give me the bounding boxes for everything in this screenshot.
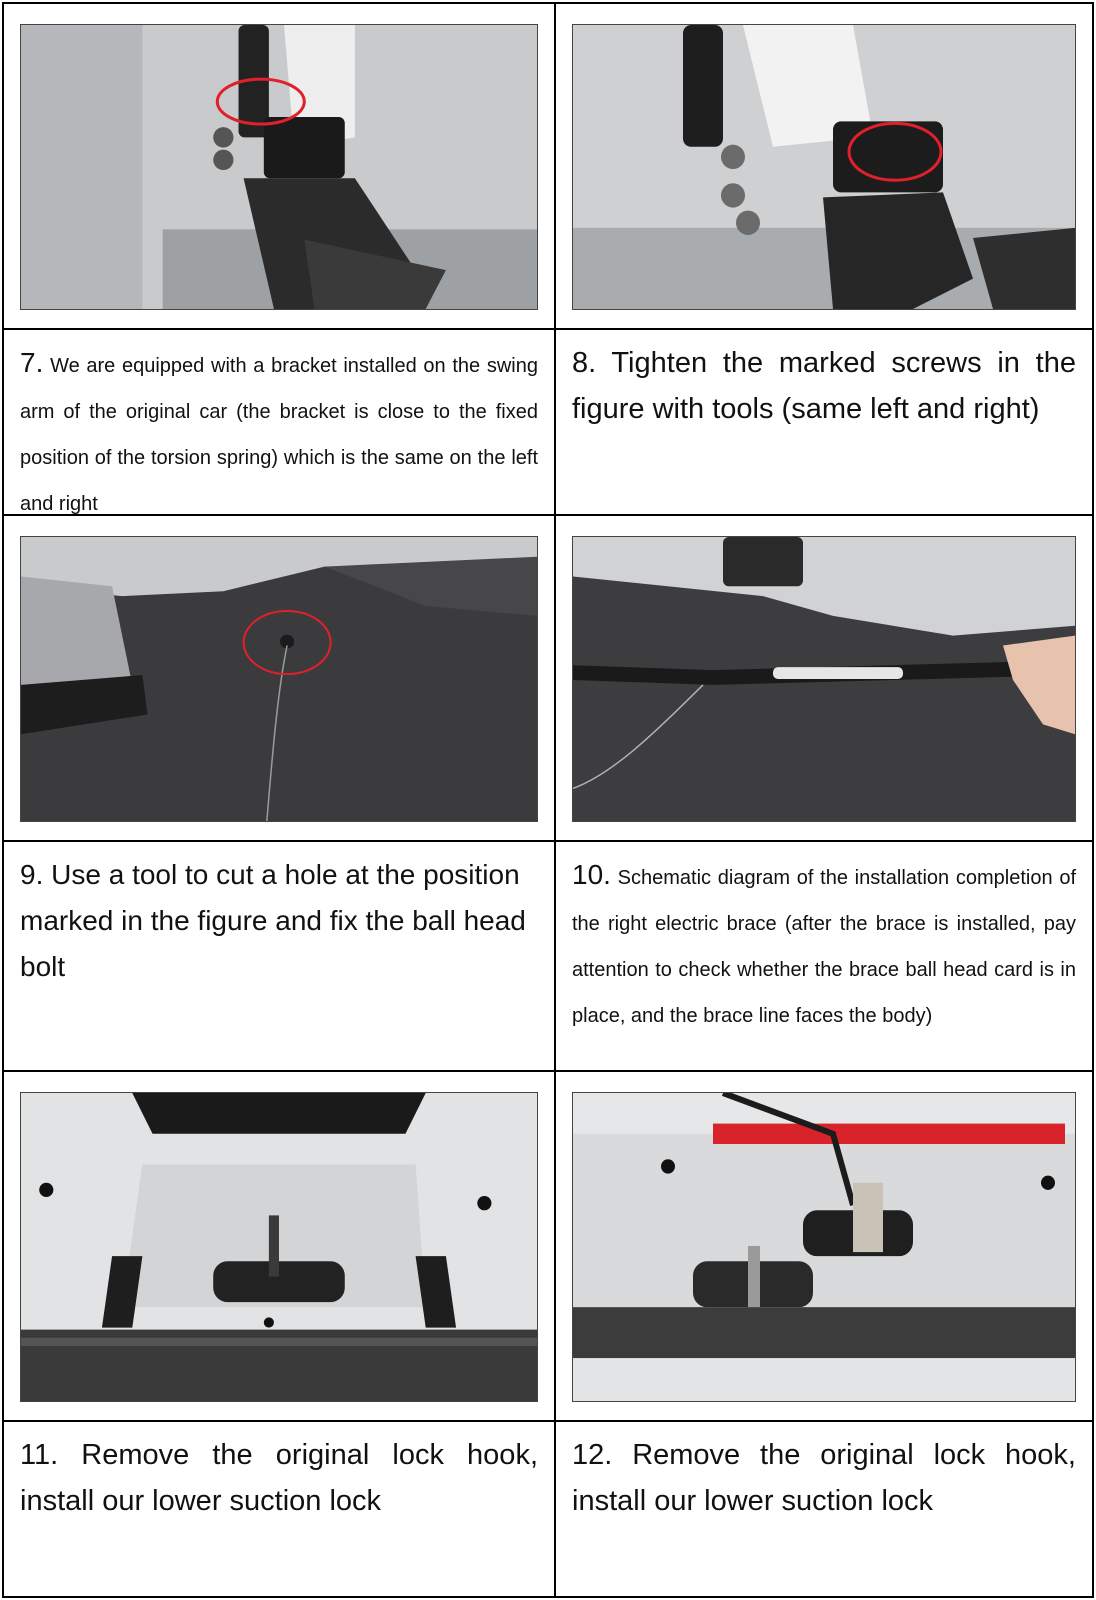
step-7-text: We are equipped with a bracket installed on the swing arm of the original car (the bracket is close to the fixed position of the torsion spring) which is the same on the left and right — [20, 355, 538, 515]
step-7-photo-cell — [2, 2, 556, 330]
step-8-photo — [572, 24, 1076, 310]
step-10-caption — [572, 852, 1076, 1039]
step-11-caption-cell — [2, 1422, 556, 1598]
step-12-caption-cell — [556, 1422, 1094, 1598]
step-11-number: 11. — [20, 1439, 59, 1471]
step-9-caption-cell — [2, 842, 556, 1072]
step-10-caption-cell — [556, 842, 1094, 1072]
step-10-number: 10. — [572, 859, 611, 890]
step-8-number: 8. — [572, 347, 597, 379]
step-10-photo — [572, 536, 1076, 822]
step-7-photo — [20, 24, 538, 310]
step-12-text: Remove the original lock hook, install our lower suction lock — [572, 1439, 1076, 1517]
step-11-text: Remove the original lock hook, install our lower suction lock — [20, 1439, 538, 1517]
step-11-photo — [20, 1092, 538, 1402]
step-7-number: 7. — [20, 347, 44, 378]
step-7-caption — [20, 340, 538, 516]
step-8-text: Tighten the marked screws in the figure with tools (same left and right) — [572, 347, 1076, 425]
step-11-caption — [20, 1432, 538, 1524]
step-9-photo — [20, 536, 538, 822]
step-8-caption — [572, 340, 1076, 432]
step-12-number: 12. — [572, 1439, 613, 1471]
step-11-photo-cell — [2, 1072, 556, 1422]
step-8-caption-cell — [556, 330, 1094, 516]
step-10-text: Schematic diagram of the installation completion of the right electric brace (after the brace is installed, pay attention to check whether the brace ball head card is in place, and the brace line faces the body) — [572, 867, 1076, 1027]
step-10-photo-cell — [556, 516, 1094, 842]
step-12-photo — [572, 1092, 1076, 1402]
step-9-photo-cell — [2, 516, 556, 842]
step-9-text: Use a tool to cut a hole at the position marked in the figure and fix the ball head bolt — [20, 859, 526, 982]
step-8-photo-cell — [556, 2, 1094, 330]
step-9-number: 9. — [20, 859, 44, 890]
instruction-table — [2, 2, 1094, 1598]
step-12-photo-cell — [556, 1072, 1094, 1422]
step-9-caption — [20, 852, 538, 990]
step-7-caption-cell — [2, 330, 556, 516]
step-12-caption — [572, 1432, 1076, 1524]
